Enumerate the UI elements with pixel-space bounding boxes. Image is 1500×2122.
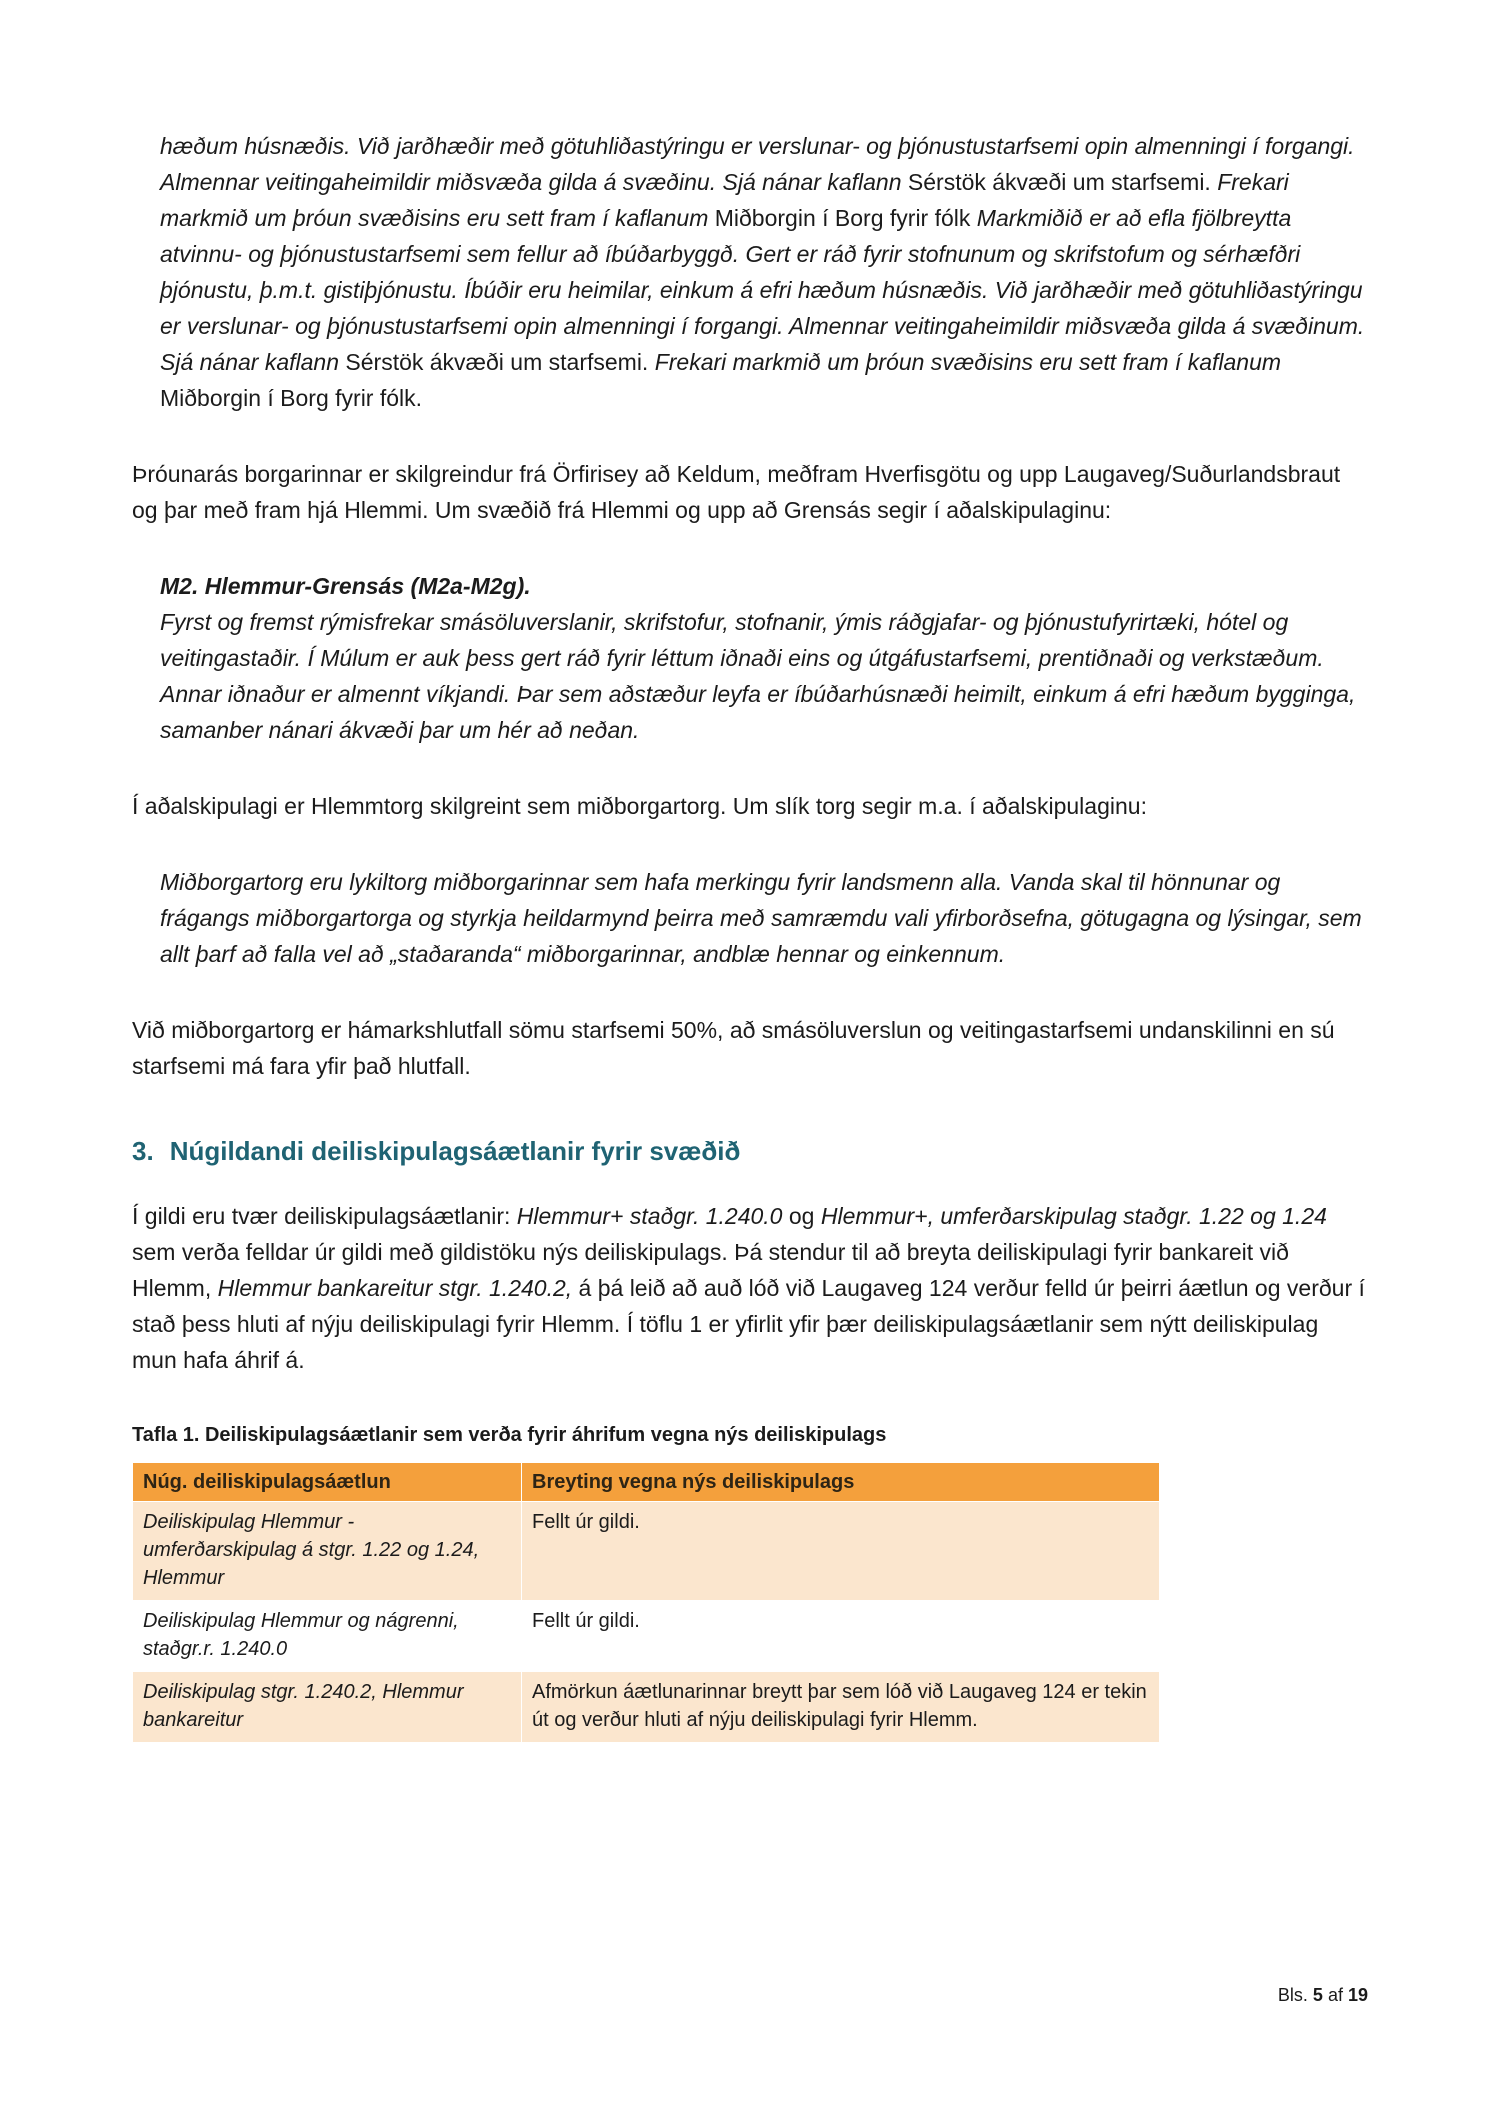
footer-page-number: 5 xyxy=(1312,1985,1323,2005)
footer-total-pages: 19 xyxy=(1347,1985,1368,2005)
chapter-name-text: Sérstök ákvæði um starfsemi. xyxy=(345,349,655,375)
cell-plan-name: Deiliskipulag Hlemmur og nágrenni, staðgr.r. 1.240.0 xyxy=(133,1601,522,1672)
chapter-name-text: Miðborgin í Borg fyrir fólk. xyxy=(160,385,423,411)
cell-change: Afmörkun áætlunarinnar breytt þar sem lóð við Laugaveg 124 er tekin út og verður hluti af nýju deiliskipulagi fyrir Hlemm. xyxy=(522,1672,1160,1743)
paragraph-hlemmtorg: Í aðalskipulagi er Hlemmtorg skilgreint sem miðborgartorg. Um slík torg segir m.a. í aðalskipulaginu: xyxy=(132,793,1147,819)
plan-name-text: Hlemmur+ staðgr. 1.240.0 xyxy=(516,1203,783,1229)
cell-plan-name: Deiliskipulag stgr. 1.240.2, Hlemmur bankareitur xyxy=(133,1672,522,1743)
footer-label: Bls. xyxy=(1277,1985,1308,2005)
paragraph-development-axis: Þróunarás borgarinnar er skilgreindur frá Örfirisey að Keldum, meðfram Hverfisgötu og upp Laugaveg/Suðurlandsbraut og þar með fram hjá Hlemmi. Um svæðið frá Hlemmi og upp að Grensás segir í aðalskipulaginu: xyxy=(132,461,1341,523)
text-segment: Í gildi eru tvær deiliskipulagsáætlanir: xyxy=(132,1203,517,1229)
section-number: 3. xyxy=(132,1136,154,1166)
chapter-name-text: Sérstök ákvæði um starfsemi. xyxy=(907,169,1218,195)
chapter-name-text: Miðborgin í Borg fyrir fólk xyxy=(714,205,977,231)
text-segment: Frekari markmið um þróun svæðisins eru sett fram í kaflanum xyxy=(160,169,1289,231)
text-segment: sem verða felldar úr gildi með gildistöku nýs deiliskipulags. Þá stendur til að breyta deiliskipulagi fyrir bankareit við Hlemm, xyxy=(132,1239,1289,1301)
column-header-current-plan: Núg. deiliskipulagsáætlun xyxy=(133,1463,522,1502)
paragraph-max-share: Við miðborgartorg er hámarkshlutfall sömu starfsemi 50%, að smásöluverslun og veitingastarfsemi undanskilinni en sú starfsemi má fara yfir það hlutfall. xyxy=(132,1017,1335,1079)
footer-separator: af xyxy=(1327,1985,1343,2005)
quote-block-landuse-policy xyxy=(160,128,1368,416)
section-heading xyxy=(132,1134,1368,1168)
quote-block-m2 xyxy=(160,568,1368,748)
cell-change: Fellt úr gildi. xyxy=(522,1601,1160,1672)
table-row xyxy=(133,1502,1160,1601)
page-number-footer xyxy=(1278,1985,1368,2006)
table-row xyxy=(133,1601,1160,1672)
plan-name-text: Hlemmur+, umferðarskipulag staðgr. 1.22 og 1.24 xyxy=(820,1203,1327,1229)
cell-change: Fellt úr gildi. xyxy=(522,1502,1160,1601)
text-segment: Frekari markmið um þróun svæðisins eru sett fram í kaflanum xyxy=(654,349,1282,375)
section-title: Núgildandi deiliskipulagsáætlanir fyrir svæðið xyxy=(169,1136,741,1166)
table-row xyxy=(133,1672,1160,1743)
paragraph-current-plans xyxy=(132,1198,1368,1378)
table-caption: Tafla 1. Deiliskipulagsáætlanir sem verða fyrir áhrifum vegna nýs deiliskipulags xyxy=(132,1424,887,1446)
table-header-row xyxy=(133,1463,1160,1502)
m2-heading: M2. Hlemmur-Grensás (M2a-M2g). xyxy=(160,573,531,599)
text-segment: hæðum húsnæðis. Við jarðhæðir með götuhliðastýringu er verslunar- og þjónustustarfsemi opin almenningi í forgangi. Almennar veitingaheimildir miðsvæða gilda á svæðinu. Sjá nánar kaflann xyxy=(160,133,1355,195)
cell-plan-name: Deiliskipulag Hlemmur - umferðarskipulag á stgr. 1.22 og 1.24, Hlemmur xyxy=(133,1502,522,1601)
plans-table xyxy=(132,1462,1160,1743)
m2-body-text: Fyrst og fremst rýmisfrekar smásöluverslanir, skrifstofur, stofnanir, ýmis ráðgjafar- og þjónustufyrirtæki, hótel og veitingastaðir. Í Múlum er auk þess gert ráð fyrir léttum iðnaði eins og útgáfustarfsemi, prentiðnaði og verkstæðum. Annar iðnaður er almennt víkjandi. Þar sem aðstæður leyfa er íbúðarhúsnæði heimilt, einkum á efri hæðum bygginga, samanber nánari ákvæði þar um hér að neðan. xyxy=(160,609,1356,743)
column-header-change: Breyting vegna nýs deiliskipulags xyxy=(522,1463,1160,1502)
text-segment: Markmiðið er að efla fjölbreytta atvinnu- og þjónustustarfsemi sem fellur að íbúðarbyggð. Gert er ráð fyrir stofnunum og skrifstofum og sérhæfðri þjónustu, þ.m.t. gistiþjónustu. Íbúðir eru heimilar, einkum á efri hæðum húsnæðis. Við jarðhæðir með götuhliðastýringu er verslunar- og þjónustustarfsemi opin almenningi í forgangi. Almennar veitingaheimildir miðsvæða gilda á svæðinum. Sjá nánar kaflann xyxy=(160,205,1365,375)
text-segment: og xyxy=(782,1203,821,1229)
quote-block-midborgartorg: Miðborgartorg eru lykiltorg miðborgarinnar sem hafa merkingu fyrir landsmenn alla. Vanda skal til hönnunar og frágangs miðborgartorga og styrkja heildarmynd þeirra með samræmdu vali yfirborðsefna, götugagna og lýsingar, sem allt þarf að falla vel að „staðaranda“ miðborgarinnar, andblæ hennar og einkennum. xyxy=(160,869,1362,967)
text-segment: á þá leið að auð lóð við Laugaveg 124 verður felld úr þeirri áætlun og verður í stað þess hluti af nýju deiliskipulagi fyrir Hlemm. Í töflu 1 er yfirlit yfir þær deiliskipulagsáætlanir sem nýtt deiliskipulag mun hafa áhrif á. xyxy=(132,1275,1365,1373)
plan-name-text: Hlemmur bankareitur stgr. 1.240.2, xyxy=(217,1275,573,1301)
